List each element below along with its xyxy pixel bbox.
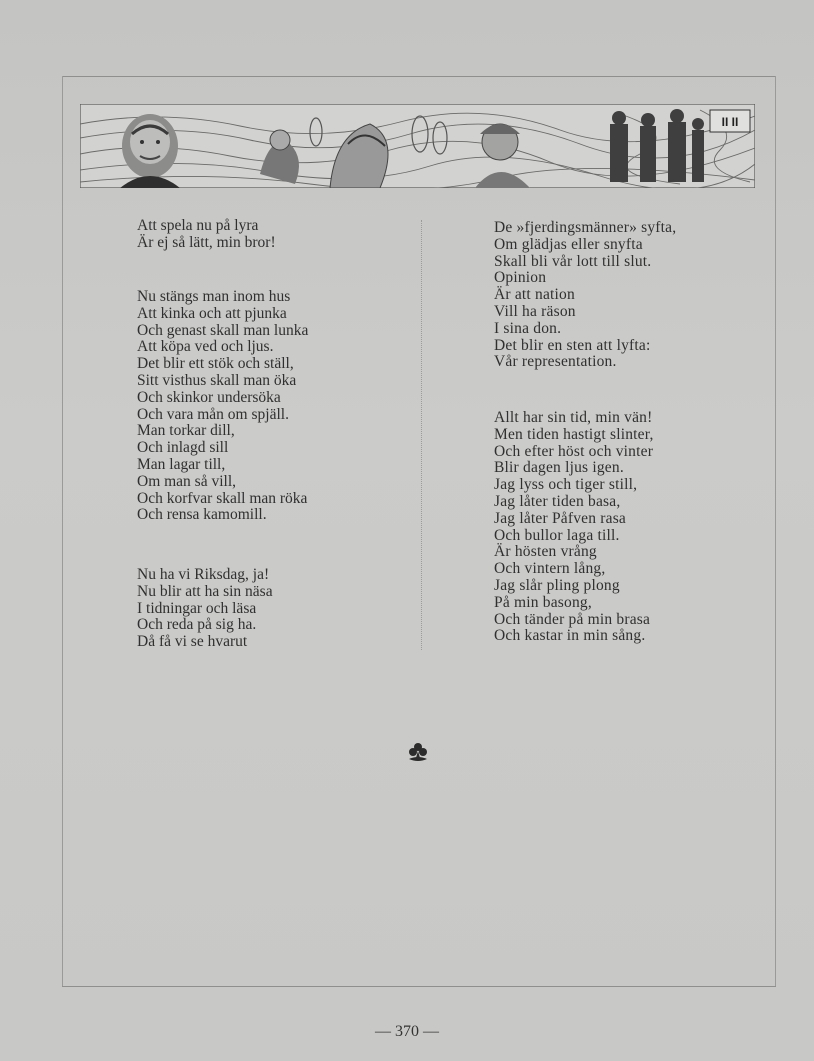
svg-text:II II: II II: [721, 115, 739, 129]
verse-line: Och vintern lång,: [494, 560, 606, 578]
verse-line: Och korfvar skall man röka: [137, 489, 308, 507]
engraved-caricature-banner-icon: [80, 104, 755, 188]
club-ornament-icon: [405, 742, 431, 764]
verse-line: Och kastar in min sång.: [494, 627, 646, 645]
verse-line: Om man så vill,: [137, 472, 237, 490]
verse-line: Är att nation: [494, 286, 575, 304]
verse-line: Och inlagd sill: [137, 439, 229, 457]
verse-line: I tidningar och läsa: [137, 599, 257, 617]
verse-line: Att köpa ved och ljus.: [137, 338, 274, 356]
verse-line: Och skinkor undersöka: [137, 388, 281, 406]
verse-line: Nu ha vi Riksdag, ja!: [137, 566, 270, 583]
left-stanza-1: [137, 218, 276, 252]
verse-line: Skall bli vår lott till slut.: [494, 252, 652, 270]
verse-line: Vill ha räson: [494, 302, 576, 320]
verse-line: Men tiden hastigt slinter,: [494, 425, 654, 443]
verse-line: Och genast skall man lunka: [137, 321, 309, 339]
verse-line: De »fjerdingsmänner» syfta,: [494, 219, 677, 236]
left-stanza-3: [137, 567, 273, 651]
verse-line: Jag låter tiden basa,: [494, 492, 621, 510]
verse-line: Jag slår pling plong: [494, 576, 620, 594]
left-stanza-2: [137, 289, 308, 524]
verse-line: Och rensa kamomill.: [137, 506, 267, 524]
verse-line: Om glädjas eller snyfta: [494, 235, 643, 253]
right-stanza-2: [494, 410, 654, 645]
frame-border-right: [775, 76, 776, 986]
verse-line: Och bullor laga till.: [494, 526, 620, 544]
verse-line: Man torkar dill,: [137, 422, 235, 440]
verse-line: Allt har sin tid, min vän!: [494, 409, 653, 426]
verse-line: Jag lyss och tiger still,: [494, 476, 638, 494]
frame-border-left: [62, 76, 63, 986]
verse-line: Man lagar till,: [137, 455, 226, 473]
verse-line: Blir dagen ljus igen.: [494, 459, 624, 477]
frame-border-top: [62, 76, 776, 77]
verse-line: Och tänder på min brasa: [494, 610, 651, 628]
verse-line: Då få vi se hvarut: [137, 633, 248, 651]
verse-line: Att kinka och att pjunka: [137, 304, 287, 322]
column-divider: [421, 220, 422, 650]
verse-line: Det blir ett stök och ställ,: [137, 355, 294, 373]
page-number: — 370 —: [375, 1023, 439, 1040]
verse-line: Jag låter Påfven rasa: [494, 509, 627, 527]
verse-line: I sina don.: [494, 319, 562, 337]
verse-line: Opinion: [494, 269, 547, 287]
right-stanza-1: [494, 220, 676, 371]
verse-line: Vår representation.: [494, 353, 617, 371]
verse-line: Är ej så lätt, min bror!: [137, 233, 276, 251]
verse-line: Det blir en sten att lyfta:: [494, 336, 651, 354]
verse-line: Och reda på sig ha.: [137, 616, 257, 634]
verse-line: Sitt visthus skall man öka: [137, 371, 297, 389]
verse-line: Nu blir att ha sin näsa: [137, 582, 273, 600]
verse-line: Och efter höst och vinter: [494, 442, 654, 460]
verse-line: Och vara mån om spjäll.: [137, 405, 289, 423]
verse-line: Att spela nu på lyra: [137, 217, 259, 234]
verse-line: Är hösten vrång: [494, 543, 597, 561]
frame-border-bottom: [62, 986, 776, 987]
verse-line: På min basong,: [494, 593, 592, 611]
verse-line: Nu stängs man inom hus: [137, 288, 291, 305]
